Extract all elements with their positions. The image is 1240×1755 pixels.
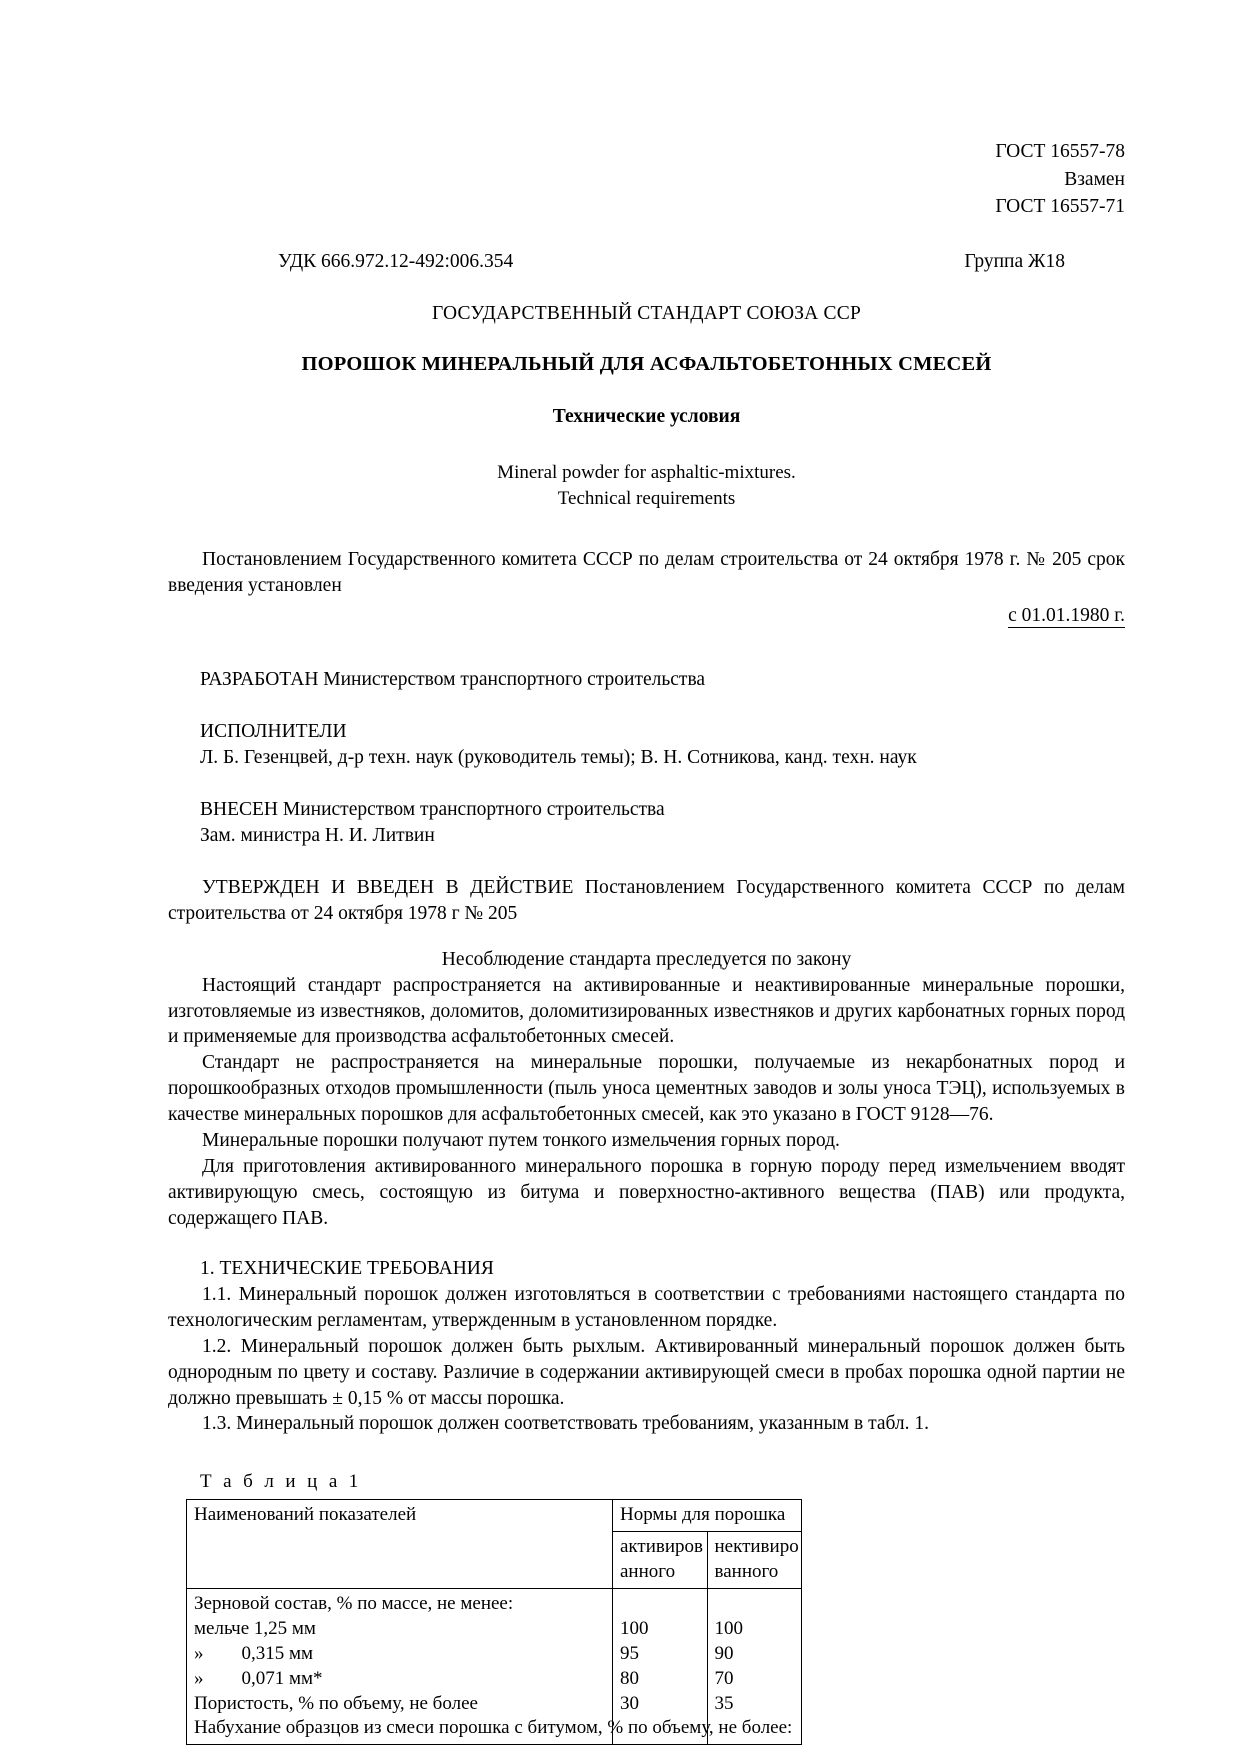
value-nonactivated-2: 90 [714,1642,734,1664]
table-header-activated-line1: активиров [620,1536,703,1558]
row-label-5: Набухание образцов из смеси порошка с битумом, % по объему, не более: [194,1717,793,1739]
value-nonactivated-3: 70 [714,1667,734,1689]
gost-number: ГОСТ 16557-78 [995,141,1125,162]
intro-block [168,547,1125,627]
clause-1-1: 1.1. Минеральный порошок должен изготовляться в соответствии с требованиями настоящего стандарта по технологическим регламентам, утвержденным в установленном порядке. [168,1283,1125,1331]
classification-row [168,251,1125,273]
resolution-text: Постановлением Государственного комитета СССР по делам строительства от 24 октября 1978 г. № 205 срок введения установлен [168,549,1125,597]
table-header-activated [613,1532,708,1589]
value-nonactivated-1: 100 [714,1617,743,1639]
value-activated-2: 95 [620,1642,639,1664]
developed-by-block [200,667,1125,693]
body-paragraph-2: Стандарт не распространяется на минеральные порошки, получаемые из некарбонатных пород и порошкообразных отходов промышленности (пыль уноса цементных заводов и золы уноса ТЭЦ), используемых в качестве минеральных порошков для асфальтобетонных смесей, как это указано в ГОСТ 9128—76. [168,1052,1125,1126]
effective-date-line [168,605,1125,627]
requirements-table [186,1499,802,1745]
clause-1-2: 1.2. Минеральный порошок должен быть рыхлым. Активированный минеральный порошок должен быть однородным по цвету и составу. Различие в содержании активирующей смеси в пробах порошка одной партии не должно превышать ± 0,15 % от массы порошка. [168,1335,1125,1409]
legal-note: Несоблюдение стандарта преследуется по закону [441,948,852,970]
approved-text: УТВЕРЖДЕН И ВВЕДЕН В ДЕЙСТВИЕ Постановлением Государственного комитета СССР по делам строительства от 24 октября 1978 г № 205 [168,876,1125,924]
standard-kind: ГОСУДАРСТВЕННЫЙ СТАНДАРТ СОЮЗА ССР [431,303,861,325]
body-paragraph-3: Минеральные порошки получают путем тонкого измельчения горных пород. [202,1130,840,1152]
replaces-label: Взамен [1064,168,1125,190]
clause-1-3: 1.3. Минеральный порошок должен соответствовать требованиям, указанным в табл. 1. [202,1413,930,1435]
english-title-line1: Mineral powder for asphaltic-mixtures. [497,462,796,484]
body-text [168,973,1125,1232]
value-nonactivated-4: 35 [714,1692,734,1714]
deputy-minister: Зам. министра Н. И. Литвин [200,824,435,846]
executors-label: ИСПОЛНИТЕЛИ [200,721,347,743]
page-title: ПОРОШОК МИНЕРАЛЬНЫЙ ДЛЯ АСФАЛЬТОБЕТОННЫХ СМЕСЕЙ [301,353,992,376]
row-label-1: мельче 1,25 мм [194,1617,316,1639]
approved-block [168,875,1125,927]
row-label-2: » 0,315 мм [194,1642,314,1664]
row-label-0: Зерновой состав, % по массе, не менее: [194,1593,514,1615]
english-title-line2: Technical requirements [557,487,736,509]
row-label-3: » 0,071 мм* [194,1667,323,1689]
value-activated-3: 80 [620,1667,639,1689]
section-1-body [168,1282,1125,1438]
document-header [168,138,1125,221]
group-code: Группа Ж18 [964,251,1065,273]
english-title [168,460,1125,511]
table-header-nonactivated-line2: ванного [714,1561,779,1583]
effective-date: с 01.01.1980 г. [1008,605,1125,627]
submitted-by-block [200,797,1125,849]
table-header-activated-line2: анного [620,1561,676,1583]
section-1-heading: 1. ТЕХНИЧЕСКИЕ ТРЕБОВАНИЯ [200,1257,494,1279]
page-subtitle: Технические условия [552,406,741,428]
developed-by: РАЗРАБОТАН Министерством транспортного строительства [200,669,706,691]
row-label-4: Пористость, % по объему, не более [194,1692,478,1714]
table-header-nonactivated-line1: нективиро [714,1536,799,1558]
submitted-by: ВНЕСЕН Министерством транспортного строительства [200,798,665,820]
table-row [187,1589,802,1745]
table-header-name: Наименований показателей [187,1500,613,1589]
table-header-nonactivated [707,1532,802,1589]
executors-names: Л. Б. Гезенцвей, д-р техн. наук (руководитель темы); В. Н. Сотникова, канд. техн. наук [200,747,917,769]
body-paragraph-4: Для приготовления активированного минерального порошка в горную породу перед измельчением вводят активирующую смесь, состоящую из битума и поверхностно-активного вещества (ПАВ) или продукта, содержащего ПАВ. [168,1156,1125,1229]
table-caption: Т а б л и ц а 1 [200,1471,362,1493]
replaces-number: ГОСТ 16557-71 [995,196,1125,218]
table-header-group: Нормы для порошка [613,1500,802,1532]
table-header-row-1 [187,1500,802,1532]
body-paragraph-1: Настоящий стандарт распространяется на активированные и неактивированные минеральные порошки, изготовляемые из известняков, доломитов, доломитизированных известняков и других карбонатных горных пород и применяемые для производства асфальтобетонных смесей. [168,974,1125,1048]
value-activated-4: 30 [620,1692,639,1714]
executors-block [200,719,1125,771]
value-activated-1: 100 [620,1617,649,1639]
udk-code: УДК 666.972.12-492:006.354 [278,251,514,273]
